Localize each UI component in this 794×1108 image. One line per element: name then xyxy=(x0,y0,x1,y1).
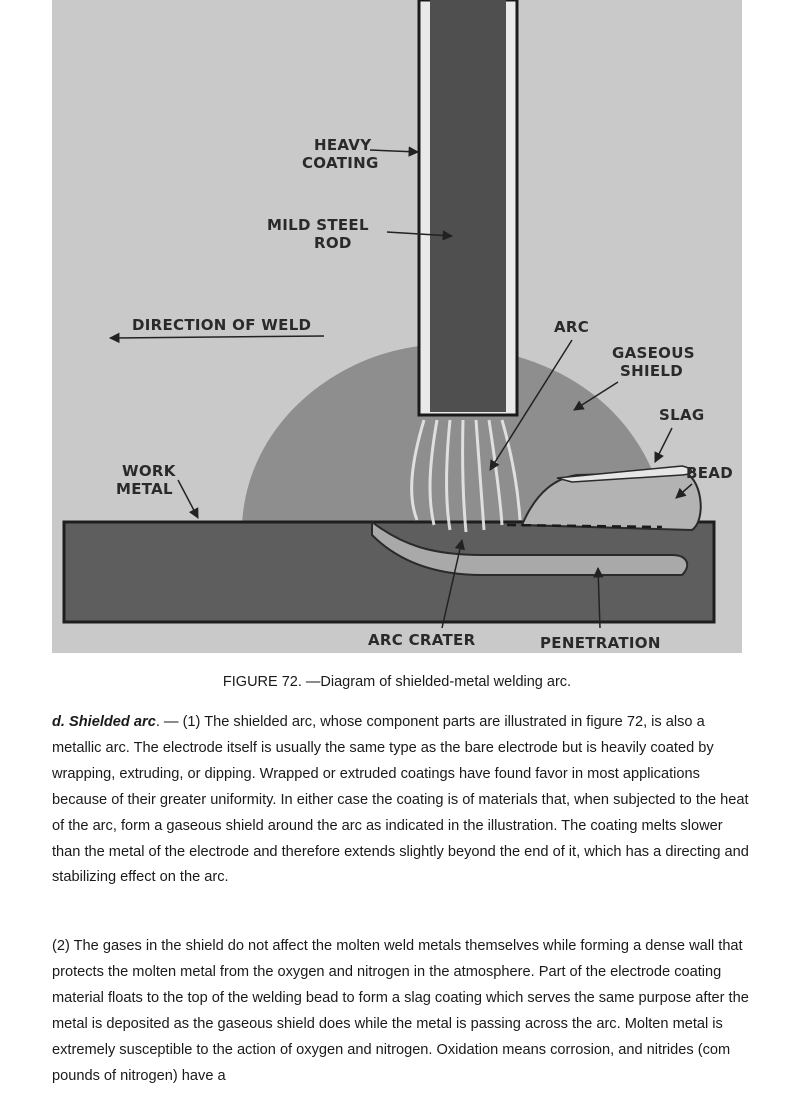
label-mild-steel-2: ROD xyxy=(314,234,352,252)
label-work-2: METAL xyxy=(116,480,173,498)
label-penetration: PENETRATION xyxy=(540,634,661,652)
electrode-rod xyxy=(430,0,506,412)
paragraph-1 xyxy=(52,710,752,891)
label-direction-of-weld: DIRECTION OF WELD xyxy=(132,316,312,334)
label-work-1: WORK xyxy=(122,462,176,480)
label-mild-steel-1: MILD STEEL xyxy=(267,216,369,234)
label-bead: BEAD xyxy=(686,464,733,482)
label-gaseous-2: SHIELD xyxy=(620,362,683,380)
label-heavy-coating-1: HEAVY xyxy=(314,136,372,154)
label-arc-crater: ARC CRATER xyxy=(368,631,476,649)
label-heavy-coating-2: COATING xyxy=(302,154,379,172)
paragraph-2: (2) The gases in the shield do not affect the molten weld metals themselves while forming a dense wall that protects the molten metal from the oxygen and nitrogen in the atmosphere. Part of the electrode coating material floats to the top of the welding bead to form a slag coating which serves the same purpose after the metal is deposited as the gaseous shield does while the metal is passing across the arc. Molten metal is extremely susceptible to the action of oxygen and nitrogen. Oxidation means corrosion, and nitrides (com pounds of nitrogen) have a xyxy=(52,938,749,1084)
label-slag: SLAG xyxy=(659,406,705,424)
label-gaseous-1: GASEOUS xyxy=(612,344,695,362)
paragraph-1-body: . — (1) The shielded arc, whose component parts are illustrated in figure 72, is also a metallic arc. The electrode itself is usually the same type as the bare electrode but is heavily coated by wrapping, extruding, or dipping. Wrapped or extruded coatings have found favor in most applications because of their greater uniformity. In either case the coating is of materials that, when subjected to the heat of the arc, form a gaseous shield around the arc as indicated in the illustration. The coating melts slower than the metal of the electrode and therefore extends slightly beyond the end of it, which has a directing and stabilizing effect on the arc. xyxy=(52,714,749,886)
label-arc: ARC xyxy=(554,318,590,336)
welding-arc-figure xyxy=(52,0,742,653)
figure-caption: FIGURE 72. —Diagram of shielded-metal welding arc. xyxy=(222,674,572,690)
paragraph-1-lead: d. Shielded arc xyxy=(52,714,156,730)
